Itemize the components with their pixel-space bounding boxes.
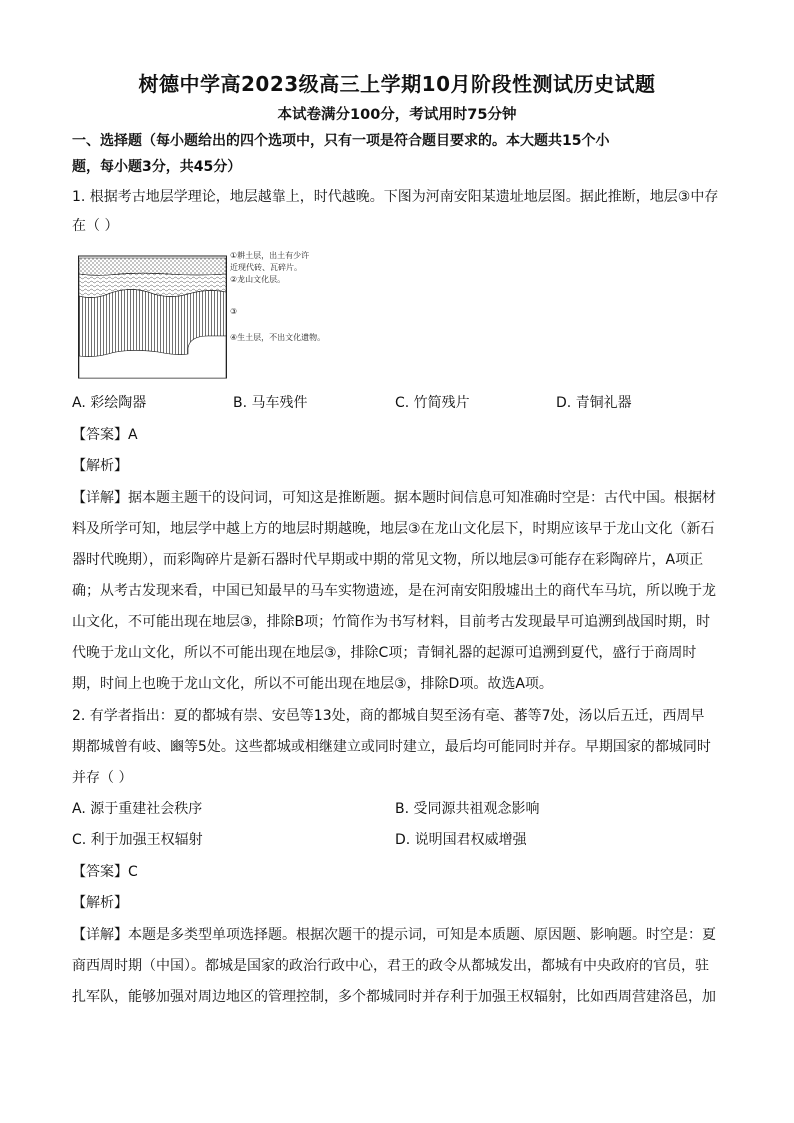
q1-stem-line-2: 在（ ） — [72, 218, 119, 234]
q1-option-c: C. 竹简残片 — [395, 395, 470, 411]
q2-detail-line-1: 【详解】本题是多类型单项选择题。根据次题干的提示词，可知是本质题、原因题、影响题。时空是：夏 — [72, 927, 716, 943]
q1-option-b: B. 马车残件 — [233, 395, 308, 411]
stratigraphy-diagram — [78, 244, 348, 380]
layer-1-plough-soil — [79, 258, 226, 275]
q1-option-a: A. 彩绘陶器 — [72, 395, 147, 411]
q1-detail-line-3: 器时代晚期），而彩陶碎片是新石器时代早期或中期的常见文物，所以地层③可能存在彩陶碎片，A项正 — [72, 552, 704, 568]
q1-detail-line-1: 【详解】据本题主题干的设问词，可知这是推断题。据本题时间信息可知准确时空是：古代中国。根据材 — [72, 490, 716, 506]
section-heading-line-1: 一、选择题（每小题给出的四个选项中，只有一项是符合题目要求的。本大题共15个小 — [72, 133, 610, 149]
q1-detail-line-2: 料及所学可知，地层学中越上方的地层时期越晚，地层③在龙山文化层下，时期应该早于龙山文化（新石 — [72, 521, 715, 537]
q1-detail-line-5: 山文化，不可能出现在地层③，排除B项；竹简作为书写材料，目前考古发现最早可追溯到战国时期，时 — [72, 614, 711, 630]
label-layer-1-line-2: 近现代砖、瓦碎片。 — [230, 263, 302, 272]
q2-analysis-heading: 【解析】 — [72, 895, 128, 911]
q2-stem-line-1: 2. 有学者指出：夏的都城有崇、安邑等13处，商的都城自契至汤有亳、蕃等7处，汤以后五迁，西周早 — [72, 708, 705, 724]
page-title: 树德中学高2023级高三上学期10月阶段性测试历史试题 — [138, 72, 656, 96]
q1-detail-line-4: 确；从考古发现来看，中国已知最早的马车实物遗迹，是在河南安阳殷墟出土的商代车马坑，所以晚于龙 — [72, 583, 716, 599]
label-layer-1-line-1: ①耕土层，出土有少许 — [230, 251, 310, 260]
q2-stem-line-2: 期都城曾有岐、豳等5处。这些都城或相继建立或同时建立，最后均可能同时并存。早期国家的都城同时 — [72, 739, 711, 755]
q2-detail-line-3: 扎军队，能够加强对周边地区的管理控制，多个都城同时并存利于加强王权辐射，比如西周营建洛邑，加 — [72, 989, 716, 1005]
q1-option-d: D. 青铜礼器 — [556, 395, 632, 411]
q1-analysis-heading: 【解析】 — [72, 458, 128, 474]
q2-option-a: A. 源于重建社会秩序 — [72, 801, 203, 817]
q1-detail-line-7: 期，时间上也晚于龙山文化，所以不可能出现在地层③，排除D项。故选A项。 — [72, 676, 553, 692]
label-layer-3: ③ — [230, 307, 238, 316]
stratigraphy-figure — [78, 244, 348, 380]
section-heading-line-2: 题，每小题3分，共45分） — [72, 159, 242, 175]
q1-stem-line-1: 1. 根据考古地层学理论，地层越靠上，时代越晚。下图为河南安阳某遗址地层图。据此推断，地层③中存 — [72, 189, 719, 205]
q2-option-b: B. 受同源共祖观念影响 — [395, 801, 540, 817]
q1-detail-line-6: 代晚于龙山文化，所以不可能出现在地层③，排除C项；青铜礼器的起源可追溯到夏代，盛行于商周时 — [72, 645, 697, 661]
q2-detail-line-2: 商西周时期（中国）。都城是国家的政治行政中心，君王的政令从都城发出，都城有中央政府的官员，驻 — [72, 958, 709, 974]
q2-option-c: C. 利于加强王权辐射 — [72, 832, 203, 848]
label-layer-4: ④生土层，不出文化遗物。 — [230, 333, 326, 342]
page-subtitle: 本试卷满分100分，考试用时75分钟 — [277, 107, 517, 123]
q2-option-d: D. 说明国君权威增强 — [395, 832, 527, 848]
label-layer-2: ②龙山文化层。 — [230, 275, 286, 284]
q2-stem-line-3: 并存（ ） — [72, 770, 133, 786]
q1-answer: 【答案】A — [72, 427, 138, 443]
q2-answer: 【答案】C — [72, 864, 138, 880]
